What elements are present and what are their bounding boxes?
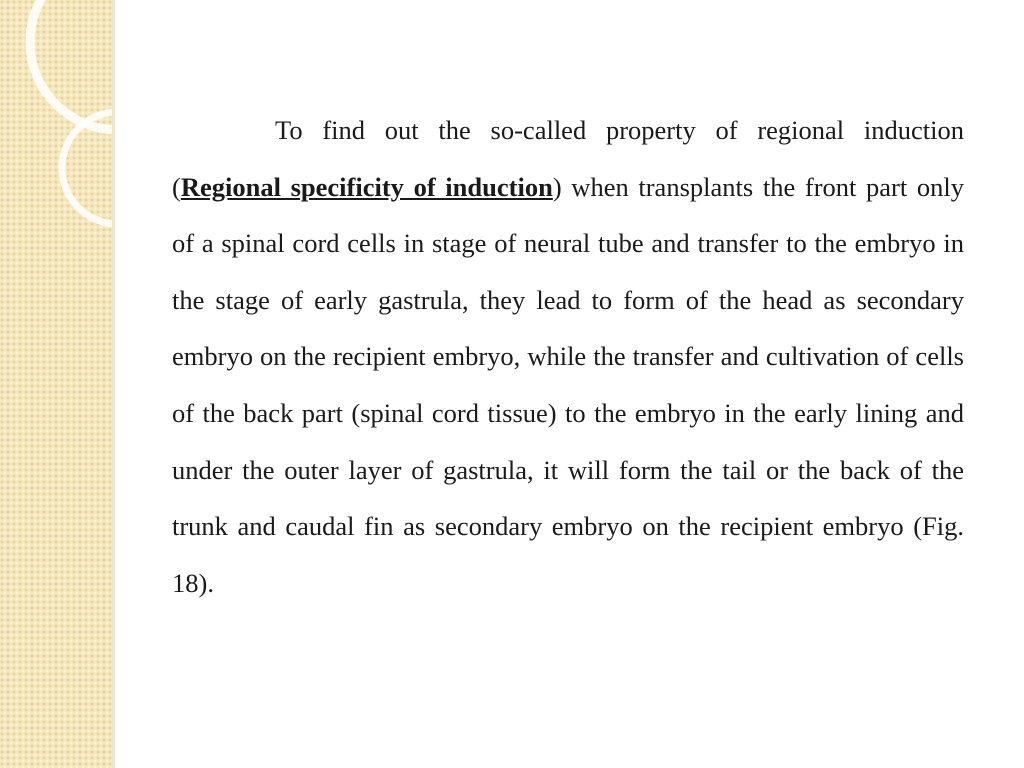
decorative-side-panel (0, 0, 112, 768)
body-paragraph (172, 102, 964, 611)
key-term: Regional specificity of induction (180, 171, 553, 202)
decorative-rings-graphic (0, 0, 112, 768)
paragraph-text-end: ) when transplants the front part only of a spinal cord cells in stage of neural tube and transfer to the embryo in the stage of early gastrula, they lead to form of the head as secondary embryo on the recipient embryo, while the transfer and cultivation of cells of the back part (spinal cord tissue) to the embryo in the early lining and under the outer layer of gastrula, it will form the tail or the back of the trunk and caudal fin as secondary embryo on the recipient embryo (Fig. 18). (172, 171, 964, 598)
large-ring (30, 0, 112, 130)
paragraph-text-start: To find out the so-called property of regional induction ( (172, 115, 964, 202)
panel-divider (112, 0, 115, 768)
